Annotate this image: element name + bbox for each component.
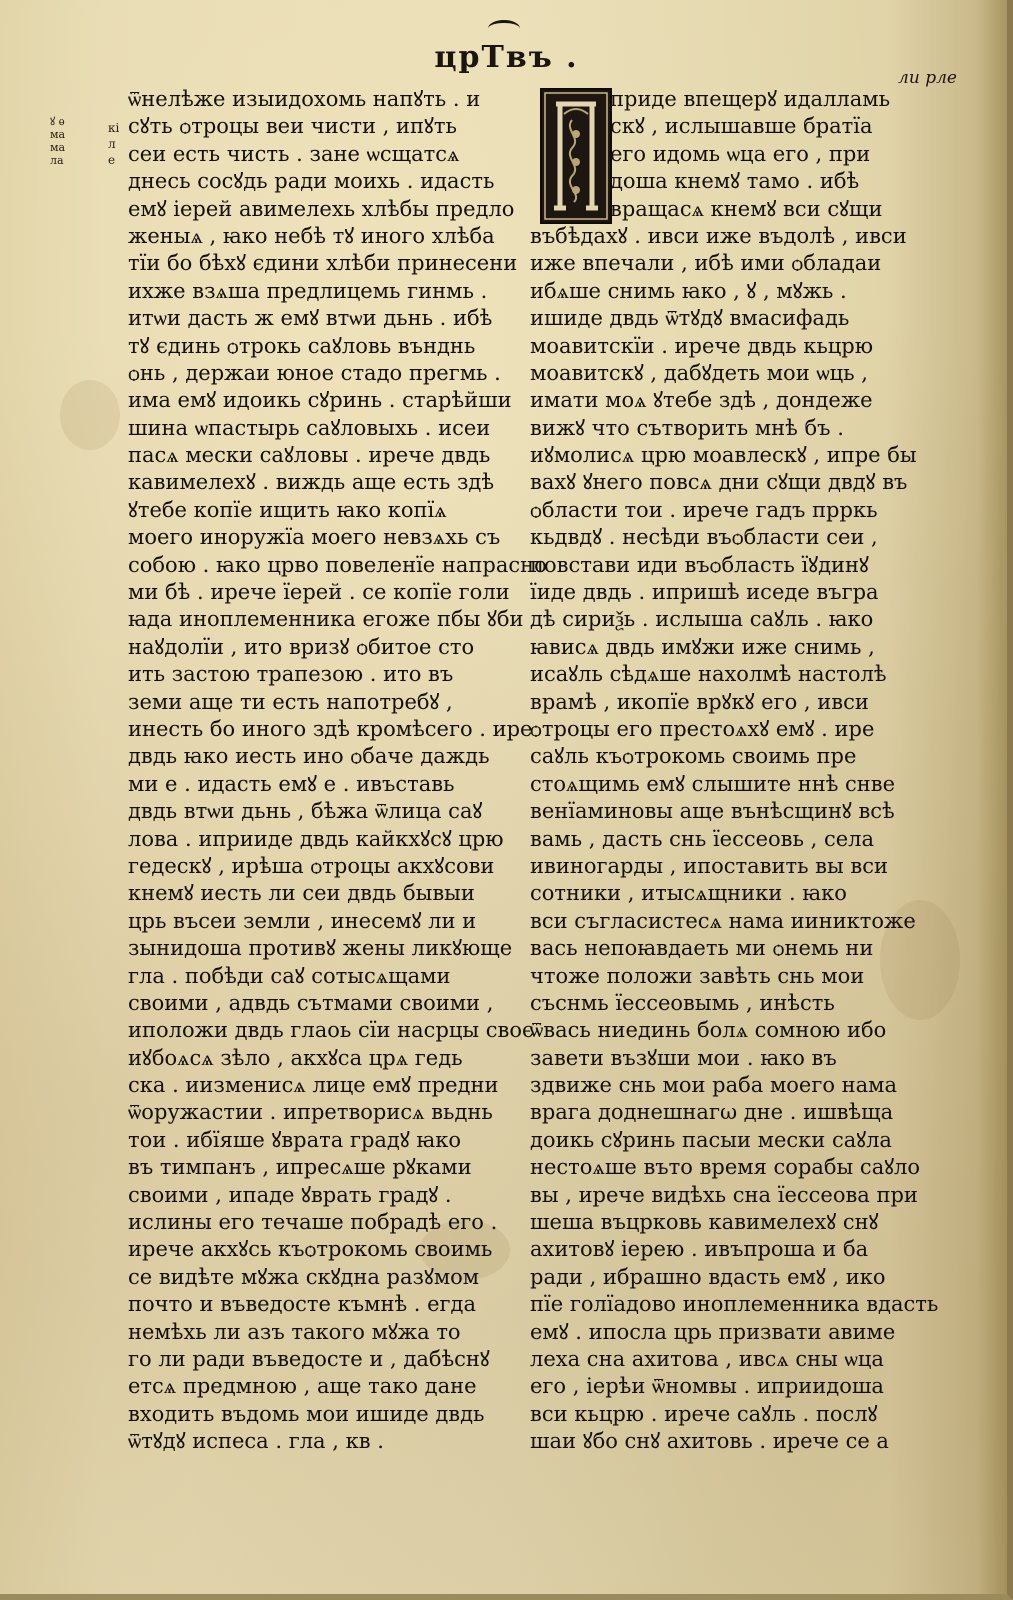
text-line: шаи ꙋбо снꙋ ахитовь . ирече се а	[530, 1429, 889, 1454]
text-line: нестоѧше въто время сорабы саꙋло	[530, 1155, 921, 1180]
text-line: емꙋ іерей авимелехь хлѣбы предло	[128, 196, 515, 221]
text-line: двдь втѡи дьнь , бѣжа ѿлица саꙋ	[128, 799, 483, 824]
text-line: ихже взѧша предлицемь гинмь .	[128, 278, 488, 303]
text-line: тои . ибїяше ꙋврата градꙋ ꙗко	[128, 1127, 462, 1152]
text-line: ѿвась ниединь болѧ сомною ибо	[530, 1018, 887, 1043]
text-column-right	[530, 86, 939, 1456]
text-line: вы , ирече видѣхь сна їессеова при	[530, 1182, 918, 1207]
text-line: его , іерѣи ѿномвы . иприидоша	[530, 1374, 884, 1399]
margin-verse: е	[108, 153, 116, 167]
margin-note: ма	[50, 141, 66, 154]
text-line: иже впечали , ибѣ ими ѻбладаи	[530, 251, 882, 276]
text-line: своими , адвдь сътмами своими ,	[128, 990, 494, 1015]
text-line: немѣхь ли азъ такого мꙋжа то	[128, 1319, 461, 1344]
margin-verse-numbers	[108, 120, 119, 168]
text-line: леха сна ахитова , ивсѧ сны ѡца	[530, 1346, 884, 1371]
running-head: црТвъ .	[434, 40, 579, 75]
text-line: женыѧ , ꙗко небѣ тꙋ иного хлѣба	[128, 223, 495, 248]
text-line: доикь сꙋринь пасыи мески саꙋла	[530, 1127, 892, 1152]
text-column-left	[128, 86, 547, 1456]
text-line: входить въдомь мои ишиде двдь	[128, 1401, 485, 1426]
text-line: ѿнелѣже изыидохомь напꙋть . и	[128, 87, 481, 111]
text-line: имати моѧ ꙋтебе здѣ , дондеже	[530, 388, 873, 413]
text-line: сеи есть чисть . зане ѡсщатсѧ	[128, 141, 460, 166]
text-line: кнемꙋ иесть ли сеи двдь бывыи	[128, 881, 475, 906]
text-line: ѿтꙋдꙋ испеса . гла , кв .	[128, 1429, 384, 1454]
text-line: скꙋ , ислышавше братїа	[610, 114, 873, 139]
text-line: стоѧщимь емꙋ слышите ннѣ снве	[530, 771, 896, 796]
text-line: земи аще ти есть напотребꙋ ,	[128, 689, 453, 714]
text-line: ска . иизменисѧ лице емꙋ предни	[128, 1073, 499, 1098]
text-line: ирече акхꙋсь къѻтрокомь своимь	[128, 1237, 493, 1262]
text-line: ꙗда иноплеменника егоже пбы ꙋби	[128, 607, 524, 632]
text-line: ѿоружастии . ипретворисѧ вьднь	[128, 1100, 493, 1125]
text-line: чтоже положи завѣть снь мои	[530, 963, 865, 988]
text-line: гедескꙋ , ирѣша ѻтроцы акхꙋсови	[128, 853, 495, 878]
text-line: вась непоꙗвдаеть ми ѻнемь ни	[530, 936, 874, 961]
text-line: исаꙋль сѣдѧше нахолмѣ настолѣ	[530, 662, 887, 687]
text-line: съснмь їессеовымь , инѣсть	[530, 990, 835, 1015]
text-line: пїе голїадово иноплеменника вдасть	[530, 1292, 939, 1317]
text-line: ислины его течаше побрадѣ его .	[128, 1210, 498, 1235]
margin-note: ꙋ ѳ	[50, 115, 65, 128]
text-line: кьдвдꙋ . несѣди въѻбласти сеи ,	[530, 525, 878, 550]
text-line: иꙋбоѧсѧ зѣло , акхꙋса црѧ гедь	[128, 1045, 463, 1070]
text-line: ꙋтебе копїе ищить ꙗко копїѧ	[128, 497, 447, 522]
text-line: инесть бо иного здѣ кромѣсего . ире	[128, 716, 533, 741]
text-line: въбѣдахꙋ . ивси иже въдолѣ , ивси	[530, 223, 907, 248]
text-line: тꙋ єдинь ѻтрокь саꙋловь вънднь	[128, 333, 476, 358]
text-line: повстави иди въѻбласть їꙋдинꙋ	[530, 552, 869, 577]
paper-stain	[60, 380, 120, 450]
text-line: моего иноружїа моего невзѧхь съ	[128, 525, 501, 550]
text-line: ради , ибрашно вдасть емꙋ , ико	[530, 1264, 886, 1289]
text-line: иположи двдь глаоь сїи насрцы своє	[128, 1018, 534, 1043]
text-line: зынидоша противꙋ жены ликꙋюще	[128, 936, 513, 961]
text-line: ѻнь , держаи юное стадо прегмь .	[128, 360, 501, 385]
text-line: го ли ради въведосте и , дабѣснꙋ	[128, 1346, 490, 1371]
title-ornament	[488, 20, 520, 37]
text-line: има емꙋ идоикь сꙋринь . старѣйши	[128, 388, 512, 413]
text-line: ми е . идасть емꙋ е . ивъставь	[128, 771, 455, 796]
text-line: кавимелехꙋ . виждь аще есть здѣ	[128, 470, 494, 495]
margin-verse: л	[108, 137, 116, 151]
text-line: ить застою трапезою . ито въ	[128, 662, 454, 687]
text-line: врага доднешнагω дне . ишвѣща	[530, 1100, 894, 1125]
text-line: лова . иприиде двдь кайкхꙋсꙋ црю	[128, 826, 504, 851]
text-line: ахитовꙋ іерею . ивъпроша и ба	[530, 1237, 869, 1262]
text-line: въ тимпанъ , ипресѧше рꙋками	[128, 1155, 472, 1180]
text-line: пасѧ мески саꙋловы . ирече двдь	[128, 443, 491, 468]
text-line: наꙋдолїи , ито вризꙋ ѻбитое сто	[128, 634, 475, 659]
text-line: венїаминовы аще вънѣсщинꙋ всѣ	[530, 799, 895, 824]
text-line: моавитскꙋ , дабꙋдеть мои ѡць ,	[530, 360, 868, 385]
text-line: вращасѧ кнемꙋ вси сꙋщи	[610, 196, 883, 221]
text-line: шеша въцрковь кавимелехꙋ снꙋ	[530, 1210, 879, 1235]
text-line: итѡи дасть ж емꙋ втѡи дьнь . ибѣ	[128, 306, 493, 331]
text-line: тїи бо бѣхꙋ єдини хлѣби принесени	[128, 251, 518, 276]
text-line: ивиногарды , ипоставить вы вси	[530, 853, 888, 878]
text-line: моавитскїи . ирече двдь кьцрю	[530, 333, 873, 358]
text-line: ѻбласти тои . ирече гадъ прркь	[530, 497, 878, 522]
text-line: їиде двдь . ипришѣ иседе въгра	[530, 580, 879, 605]
text-line: ми бѣ . ирече їерей . се копїе голи	[128, 580, 510, 605]
text-line: ишиде двдь ѿтꙋдꙋ вмасифадь	[530, 306, 850, 331]
text-line: его идомь ѡца его , при	[610, 141, 871, 166]
text-line: сотники , итысѧщники . ꙗко	[530, 881, 847, 906]
text-line: ѻтроцы его престоѧхꙋ емꙋ . ире	[530, 716, 875, 741]
text-line: црь въсеи земли , инесемꙋ ли и	[128, 908, 477, 933]
margin-note: ла	[50, 154, 64, 167]
text-line: сꙋть ѻтроцы веи чисти , ипꙋть	[128, 114, 457, 139]
text-line: емꙋ . ипосла црь призвати авиме	[530, 1319, 896, 1344]
text-line: врамѣ , икопїе врꙋкꙋ его , ивси	[530, 689, 869, 714]
text-line: завети възꙋши мои . ꙗко въ	[530, 1045, 837, 1070]
text-line: ꙗвисѧ двдь имꙋжи иже снимь ,	[530, 634, 875, 659]
text-line: вахꙋ ꙋнего повсѧ дни сꙋщи двдꙋ въ	[530, 470, 908, 495]
text-line: гла . побѣди саꙋ сотысѧщами	[128, 963, 451, 988]
text-line: етсѧ предмною , аще тако дане	[128, 1374, 477, 1399]
text-line: вси кьцрю . ирече саꙋль . послꙋ	[530, 1401, 878, 1426]
margin-note: ма	[50, 128, 66, 141]
text-line: шина ѡпастырь саꙋловыхь . исеи	[128, 415, 491, 440]
text-line: вижꙋ что сътворить мнѣ бъ .	[530, 415, 844, 440]
text-line: саꙋль къѻтрокомь своимь пре	[530, 744, 857, 769]
text-line: вси съгласистесѧ нама ииниктоже	[530, 908, 916, 933]
folio-number: ли рле	[898, 68, 957, 88]
text-line: днесь сосꙋдь ради моихь . идасть	[128, 169, 495, 194]
text-line: ибѧше снимь ꙗко , ꙋ , мꙋжь .	[530, 278, 847, 303]
text-line: двдь ꙗко иесть ино ѻбаче даждь	[128, 744, 490, 769]
text-line: приде впещерꙋ идалламь	[610, 87, 891, 111]
text-line: доша кнемꙋ тамо . ибѣ	[610, 169, 860, 194]
text-line: вамь , дасть снь їессеовь , села	[530, 826, 875, 851]
text-line: дѣ сириѯь . ислыша саꙋль . ꙗко	[530, 607, 874, 632]
margin-verse: кі	[108, 121, 120, 135]
text-line: своими , ипаде ꙋврать градꙋ .	[128, 1182, 452, 1207]
text-line: почто и въведосте къмнѣ . егда	[128, 1292, 477, 1317]
text-line: се видѣте мꙋжа скꙋдна разꙋмом	[128, 1264, 480, 1289]
text-line: собою . ꙗко црво повеленїе напрасно	[128, 552, 547, 577]
text-line: здвиже снь мои раба моего нама	[530, 1073, 898, 1098]
text-line: иꙋмолисѧ црю моавлескꙋ , ипре бы	[530, 443, 917, 468]
